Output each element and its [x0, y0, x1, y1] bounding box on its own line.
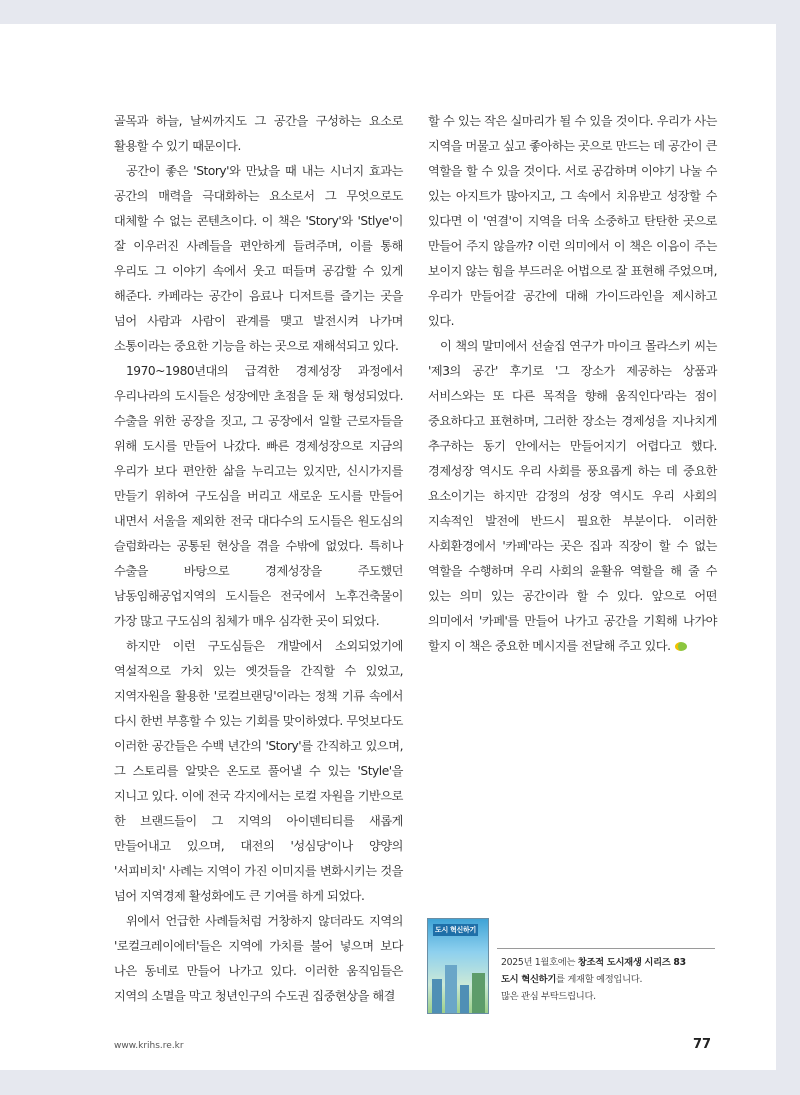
paragraph: 이 책의 말미에서 선술집 연구가 마이크 몰라스키 씨는 '제3의 공간' 후기로 '그 장소가 제공하는 상품과 서비스와는 또 다른 목적을 향해 움직인다'라는 점이 중요하다고 표현하며, 그러한 장소는 경제성을 지나치게 추구하는 동기 안에서는 만들어지기 어렵다고 했다. 경제성장 역시도 우리 사회를 풍요롭게 하는 데 중요한 요소이기는 하지만 감정의 성장 역시도 우리 사회의 지속적인 발전에 반드시 필요한 부분이다. 이러한 사회환경에서 '카페'라는 곳은 집과 직장이 할 수 없는 역할을 수행하며 우리 사회의 윤활유 역할을 해 줄 수 있는 의미 있는 공간이라 할 수 있다. 앞으로 어떤 의미에서 '카페'를 만들어 나가고 공간을 기획해 나가야 할지 이 책은 중요한 메시지를 전달해 주고 있다. — [428, 339, 717, 653]
paragraph-with-end-mark — [428, 334, 717, 659]
paragraph: 공간이 좋은 'Story'와 만났을 때 내는 시너지 효과는 공간의 매력을 극대화하는 요소로서 그 무엇으로도 대체할 수 없는 콘텐츠이다. 이 책은 'Story'와 'Stlye'이 잘 이우러진 사례들을 편안하게 들려주며, 이를 통해 우리도 그 이야기 속에서 웃고 떠들며 공감할 수 있게 해준다. 카페라는 공간이 음료나 디저트를 즐기는 곳을 넘어 사람과 사람이 관계를 맺고 발전시켜 나가며 소통이라는 중요한 기능을 하는 곳으로 재해석되고 있다. — [114, 164, 403, 353]
paragraph: 1970~1980년대의 급격한 경제성장 과정에서 우리나라의 도시들은 성장에만 초점을 둔 채 형성되었다. 수출을 위한 공장을 짓고, 그 공장에서 일할 근로자들을 위해 도시를 만들어 나갔다. 빠른 경제성장으로 지금의 우리가 보다 편안한 삶을 누리고는 있지만, 신시가지를 만들기 위하여 구도심을 버리고 새로운 도시를 만들어 내면서 서울을 제외한 전국 대다수의 도시들은 원도심의 슬럼화라는 공통된 현상을 겪을 수밖에 없었다. 특히나 수출을 바탕으로 경제성장을 주도했던 남동임해공업지역의 도시들은 전국에서 노후건축물이 가장 많고 구도심의 침체가 매우 심각한 곳이 되었다. — [114, 364, 403, 628]
left-text-column — [114, 109, 403, 1009]
book-cover-image — [427, 918, 489, 1014]
right-text-column — [428, 109, 717, 659]
promo-text-suffix: 를 게재할 예정입니다. — [556, 974, 643, 985]
building-shape — [472, 973, 485, 1013]
footer-url: www.krihs.re.kr — [114, 1041, 184, 1051]
promo-text-prefix: 2025년 1월호에는 — [501, 957, 578, 968]
promo-divider — [497, 948, 715, 949]
paragraph: 할 수 있는 작은 실마리가 될 수 있을 것이다. 우리가 사는 지역을 머물고 싶고 좋아하는 곳으로 만드는 데 공간이 큰 역할을 할 수 있을 것이다. 서로 공감하며 이야기 나눌 수 있는 아지트가 많아지고, 그 속에서 치유받고 성장할 수 있다면 이 '연결'이 지역을 더욱 소중하고 탄탄한 곳으로 만들어 주지 않을까? 이런 의미에서 이 책은 이음이 주는 보이지 않는 힘을 부드러운 어법으로 잘 표현해 주었으며, 우리가 만들어갈 공간에 대해 가이드라인을 제시하고 있다. — [428, 114, 717, 328]
promo-topic-title: 도시 혁신하기 — [501, 974, 557, 985]
page — [0, 24, 776, 1070]
promo-line — [501, 954, 717, 971]
paragraph: 위에서 언급한 사례들처럼 거창하지 않더라도 지역의 '로컬크레이에터'들은 지역에 가치를 불어 넣으며 보다 나은 동네로 만들어 나가고 있다. 이러한 움직임들은 지역의 소멸을 막고 청년인구의 수도권 집중현상을 해결 — [114, 914, 403, 1003]
article-end-mark-icon — [675, 642, 687, 651]
paragraph: 골목과 하늘, 날씨까지도 그 공간을 구성하는 요소로 활용할 수 있기 때문이다. — [114, 114, 403, 153]
paragraph: 하지만 이런 구도심들은 개발에서 소외되었기에 역설적으로 가치 있는 옛것들을 간직할 수 있었고, 지역자원을 활용한 '로컬브랜딩'이라는 정책 기류 속에서 다시 한번 부흥할 수 있는 기회를 맞이하였다. 무엇보다도 이러한 공간들은 수백 년간의 'Story'를 간직하고 있으며, 그 스토리를 알맞은 온도로 풀어낼 수 있는 'Style'을 지니고 있다. 이에 전국 각지에서는 로컬 자원을 기반으로 한 브랜드들이 그 지역의 아이덴티티를 새롭게 만들어내고 있으며, 대전의 '성심당'이나 양양의 '서피비치' 사례는 지역이 가진 이미지를 변화시키는 것을 넘어 지역경제 활성화에도 큰 기여를 하게 되었다. — [114, 639, 403, 903]
promo-line — [501, 971, 717, 988]
promo-text — [501, 954, 717, 1005]
next-issue-promo — [427, 918, 717, 1014]
book-cover-title: 도시 혁신하기 — [435, 926, 476, 934]
building-shape — [445, 965, 457, 1013]
building-shape — [432, 979, 442, 1013]
promo-line: 많은 관심 부탁드립니다. — [501, 991, 596, 1002]
building-shape — [460, 985, 469, 1013]
promo-series-title: 창조적 도시재생 시리즈 83 — [577, 957, 686, 968]
page-number: 77 — [693, 1037, 712, 1052]
